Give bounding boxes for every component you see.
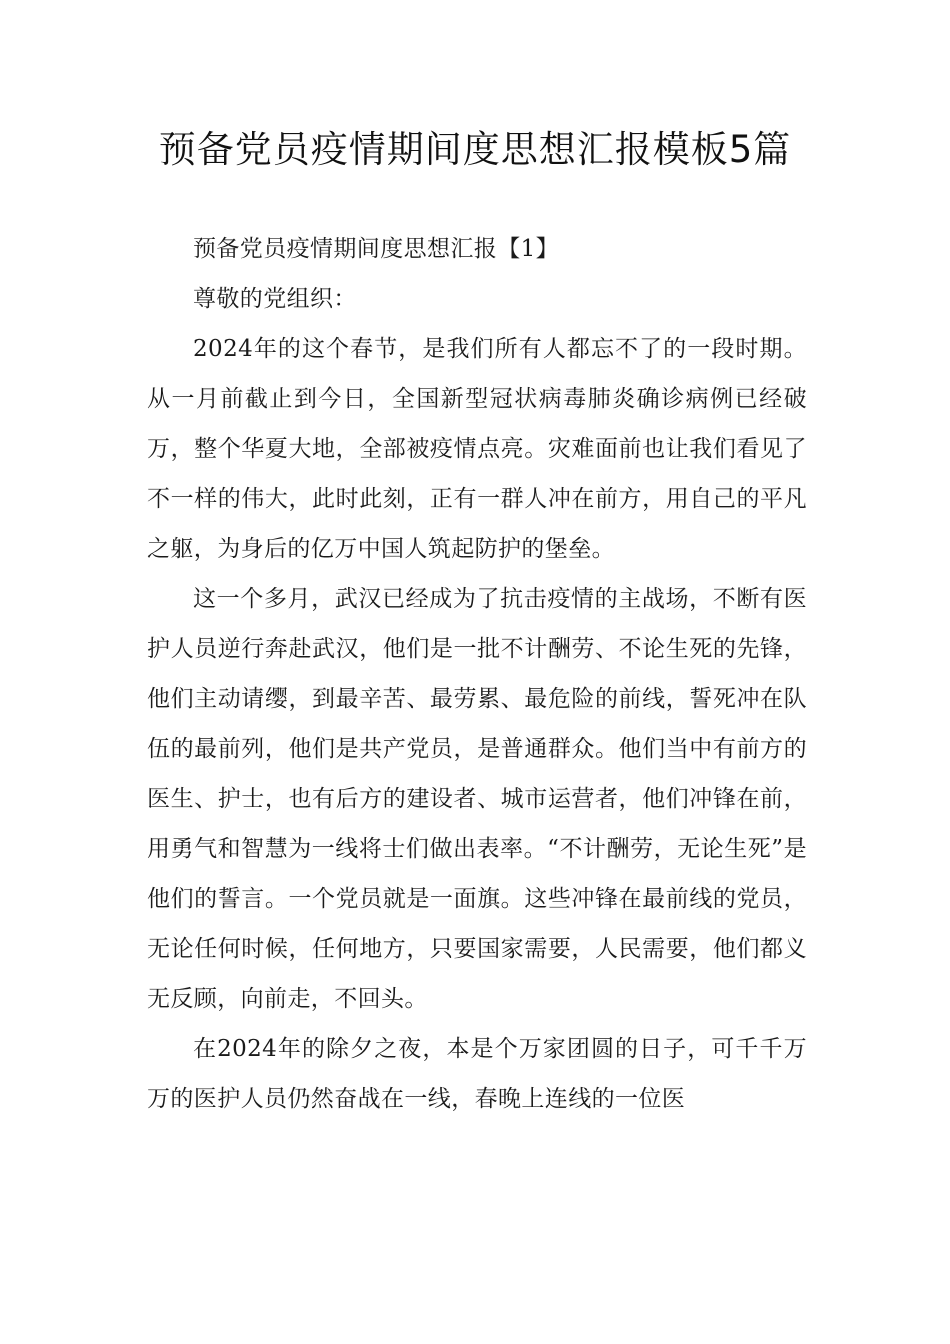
body-paragraph: 这一个多月，武汉已经成为了抗击疫情的主战场，不断有医护人员逆行奔赴武汉，他们是一批不计酬劳、不论生死的先锋，他们主动请缨，到最辛苦、最劳累、最危险的前线，誓死冲在队伍的最前列，他们是共产党员，是普通群众。他们当中有前方的医生、护士，也有后方的建设者、城市运营者，他们冲锋在前，用勇气和智慧为一线将士们做出表率。“不计酬劳，无论生死”是他们的誓言。一个党员就是一面旗。这些冲锋在最前线的党员，无论任何时候，任何地方，只要国家需要，人民需要，他们都义无反顾，向前走，不回头。 — [147, 586, 807, 1012]
salutation: 尊敬的党组织： — [193, 286, 357, 312]
document-title: 预备党员疫情期间度思想汇报模板5篇 — [158, 128, 792, 171]
body-paragraph: 在2024年的除夕之夜，本是个万家团圆的日子，可千千万万的医护人员仍然奋战在一线，春晚上连线的一位医 — [147, 1036, 807, 1112]
body-paragraph: 2024年的这个春节，是我们所有人都忘不了的一段时期。从一月前截止到今日，全国新型冠状病毒肺炎确诊病例已经破万，整个华夏大地，全部被疫情点亮。灾难面前也让我们看见了不一样的伟大，此时此刻，正有一群人冲在前方，用自己的平凡之躯，为身后的亿万中国人筑起防护的堡垒。 — [147, 336, 807, 562]
section-heading: 预备党员疫情期间度思想汇报【1】 — [193, 236, 560, 262]
document-body — [147, 224, 807, 1124]
